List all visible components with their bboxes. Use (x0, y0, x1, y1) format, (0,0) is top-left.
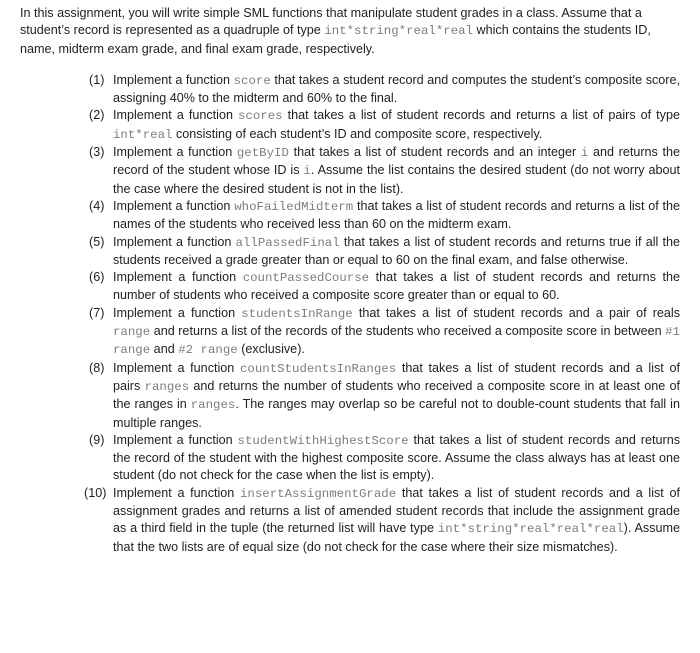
task-text: that takes a list of student records and returns a list of the names of the students who received less than 60 on the midterm exam. (113, 198, 680, 232)
task-item-5 (89, 234, 680, 270)
type-code: int*real (113, 127, 173, 142)
task-text: and (150, 342, 179, 357)
task-number: (7) (89, 305, 105, 320)
function-name-code: studentsInRange (241, 306, 353, 321)
task-text: ). Assume that the two lists are of equal size (do not check for the case where their size mismatches). (113, 521, 680, 554)
task-text: Implement a function (113, 270, 243, 285)
task-text: . Assume the list contains the desired student (do not worry about the case where the desired student is not in the list). (113, 163, 680, 196)
task-text: that takes a list of student records and an integer (288, 145, 581, 160)
task-text: that takes a list of student records and returns true if all the students received a grade greater than or equal to 60 on the final exam, and false otherwise. (113, 234, 681, 267)
task-number: (1) (89, 72, 105, 87)
task-text: that takes a list of student records and a list of assignment grades and returns a list of amended student records that include the assignment grade as a third field in the tuple (the returned list will have type (113, 485, 681, 536)
task-text: consisting of each student’s ID and composite score, respectively. (172, 126, 543, 141)
task-item-3 (89, 144, 680, 198)
task-text: Implement a function (113, 305, 242, 320)
task-text: Implement a function (113, 198, 235, 213)
task-text: that takes a list of student records and returns the record of the student with the highest composite score. Assume the class always has at least one student (do not check for the case when the list is empty). (113, 432, 680, 483)
function-name-code: countStudentsInRanges (240, 361, 397, 376)
function-name-code: getByID (236, 146, 289, 161)
task-text: Implement a function (113, 360, 240, 375)
intro-text-2: which contains the students ID, name, midterm exam grade, and final exam grade, respectively. (20, 23, 651, 56)
task-text: that takes a list of student records and returns a list of pairs of type (282, 108, 680, 123)
task-text: and returns a list of the records of the students who received a composite score in between (150, 324, 666, 339)
task-text: Implement a function (113, 72, 234, 87)
task-number: (9) (89, 432, 105, 447)
task-text: Implement a function (113, 485, 240, 500)
task-text: Implement a function (113, 145, 237, 160)
task-number: (4) (89, 198, 105, 213)
task-number: (8) (89, 360, 105, 375)
intro-text-1: In this assignment, you will write simple SML functions that manipulate student grades in a class. Assume that a student’s record is represented as a quadruple of type (20, 6, 642, 38)
type-code: int*string*real*real*real (437, 522, 624, 537)
task-item-7 (89, 305, 680, 360)
task-number: (10) (84, 485, 107, 500)
task-text: and returns the record of the student whose ID is (113, 145, 681, 178)
function-name-code: scores (237, 109, 283, 124)
variable-code: i (303, 164, 311, 179)
task-text: that takes a list of student records and returns the number of students who received a composite score greater than or equal to 60. (113, 270, 681, 303)
assignment-document (20, 5, 680, 556)
task-text: Implement a function (113, 234, 236, 249)
expression-code: #1 range (113, 325, 680, 358)
variable-code: ranges (190, 398, 236, 413)
function-name-code: insertAssignmentGrade (240, 486, 397, 501)
function-name-code: studentWithHighestScore (237, 433, 409, 448)
expression-code: #2 range (178, 343, 238, 358)
function-name-code: countPassedCourse (242, 271, 370, 286)
intro-paragraph (20, 5, 680, 58)
task-number: (6) (89, 270, 105, 285)
function-name-code: whoFailedMidterm (234, 199, 354, 214)
task-text: Implement a function (113, 432, 238, 447)
task-list (20, 72, 680, 556)
task-text: that takes a list of student records and a pair of reals (352, 305, 680, 320)
task-text: that takes a student record and computes the student’s composite score, assigning 40% to the midterm and 60% to the final. (113, 72, 680, 106)
task-text: . The ranges may overlap so be careful not to double-count students that fall in multiple ranges. (113, 397, 680, 430)
task-item-4 (89, 198, 680, 234)
variable-code: range (113, 325, 151, 340)
task-text: and returns the number of students who received a composite score in at least one of the ranges in (113, 378, 680, 412)
task-item-10 (84, 485, 681, 556)
function-name-code: allPassedFinal (235, 235, 340, 250)
variable-code: i (580, 146, 589, 161)
task-text: that takes a list of student records and a list of pairs (113, 360, 681, 393)
task-text: (exclusive). (237, 342, 305, 357)
task-item-9 (89, 432, 680, 485)
variable-code: ranges (144, 379, 190, 394)
task-text: Implement a function (113, 108, 238, 123)
record-type-code: int*string*real*real (324, 24, 474, 39)
function-name-code: score (233, 73, 271, 88)
task-number: (2) (89, 108, 105, 123)
task-number: (5) (89, 234, 105, 249)
task-item-2 (89, 107, 680, 144)
task-number: (3) (89, 145, 105, 160)
task-item-1 (89, 72, 680, 108)
task-item-6 (89, 269, 680, 305)
task-item-8 (89, 360, 680, 432)
